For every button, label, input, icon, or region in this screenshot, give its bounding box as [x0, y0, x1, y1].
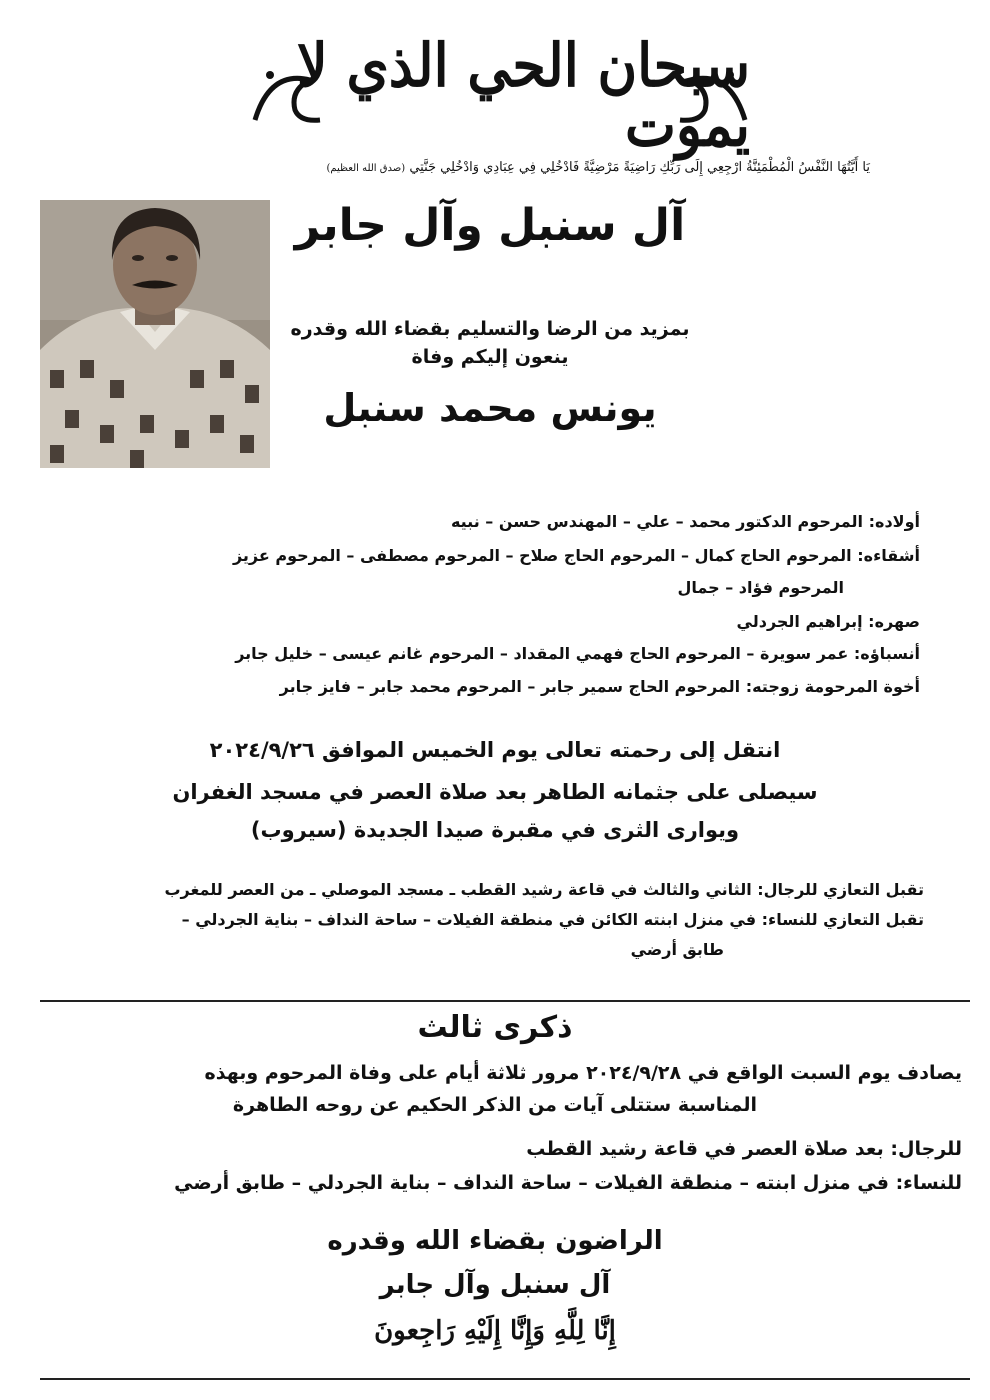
relative-text: المرحوم الحاج كمال – المرحوم الحاج صلاح – المرحوم مصطفى – المرحوم عزيز: [232, 546, 852, 565]
relative-label: أشقاءه:: [857, 546, 920, 565]
header-calligraphy: [250, 30, 750, 160]
relatives-wife-brothers: [60, 677, 920, 696]
closing-family: آل سنبل وآل جابر: [379, 1270, 611, 1300]
relative-label: أنسباؤه:: [853, 644, 920, 663]
funeral-prayer-line: سيصلى على جثمانه الطاهر بعد صلاة العصر في مسجد الغفران: [172, 780, 818, 804]
condolences-women-cont: طابق أرضي: [630, 940, 724, 959]
memorial-women: للنساء: في منزل ابنته – منطقة الفيلات – ساحة النداف – بناية الجردلي – طابق أرضي: [174, 1172, 962, 1194]
portrait-image: [40, 200, 270, 468]
ornament-left-icon: [250, 60, 330, 130]
calligraphy-text: سبحان الحي الذي لا يموت: [296, 30, 750, 160]
relative-text: المرحوم الحاج سمير جابر – المرحوم محمد جابر – فايز جابر: [279, 677, 741, 696]
relative-text: إبراهيم الجردلي: [736, 612, 863, 631]
verse-text: يَا أَيَّتُهَا النَّفْسُ الْمُطْمَئِنَّةُ ارْجِعِي إِلَى رَبِّكِ رَاضِيَةً مَرْضِيَّةً فَادْخُلِي فِي عِبَادِي وَادْخُلِي جَنَّتِي: [409, 160, 870, 175]
relatives-brothers-cont: [60, 578, 844, 597]
memorial-title: ذكرى ثالث: [417, 1010, 573, 1045]
funeral-burial-line: ويوارى الثرى في مقبرة صيدا الجديدة (سيروب): [250, 818, 740, 842]
relative-label: أولاده:: [868, 512, 920, 531]
memorial-line-2: المناسبة ستتلى آيات من الذكر الحكيم عن روحه الطاهرة: [232, 1094, 758, 1116]
verse-reference: (صدق الله العظيم): [326, 163, 406, 174]
relative-text: عمر سويرة – المرحوم الحاج فهمي المقداد – المرحوم غانم عيسى – خليل جابر: [235, 644, 849, 663]
closing-line: الراضون بقضاء الله وقدره: [327, 1226, 663, 1256]
deceased-name: يونس محمد سنبل: [323, 386, 657, 430]
relatives-in-laws: [60, 644, 920, 663]
intro-line-1: بمزيد من الرضا والتسليم بقضاء الله وقدره: [290, 318, 690, 340]
memorial-men: للرجال: بعد صلاة العصر في قاعة رشيد القطب: [526, 1138, 962, 1160]
condolences-men: تقبل التعازي للرجال: الثاني والثالث في قاعة رشيد القطب ـ مسجد الموصلي ـ من العصر للمغرب: [164, 880, 924, 899]
funeral-date-line: انتقل إلى رحمته تعالى يوم الخميس الموافق ٢٠٢٤/٩/٢٦: [209, 738, 781, 762]
condolences-women: تقبل التعازي للنساء: في منزل ابنته الكائن في منطقة الفيلات – ساحة النداف – بناية الجردلي –: [181, 910, 924, 929]
intro-line-2: ينعون إليكم وفاة: [411, 346, 569, 368]
relatives-son-in-law: [60, 612, 920, 631]
divider-top: [40, 1000, 970, 1002]
portrait-photo: [40, 200, 270, 468]
relative-text: المرحوم الدكتور محمد – علي – المهندس حسن – نبيه: [450, 512, 864, 531]
family-title: آل سنبل وآل جابر: [294, 200, 686, 251]
memorial-line-1: يصادف يوم السبت الواقع في ٢٠٢٤/٩/٢٨ مرور ثلاثة أيام على وفاة المرحوم وبهذه: [204, 1062, 962, 1084]
quran-verse: [110, 160, 870, 175]
relative-label: أخوة المرحومة زوجته:: [745, 677, 920, 696]
relative-text: المرحوم فؤاد – جمال: [677, 578, 844, 597]
relative-label: صهره:: [868, 612, 920, 631]
divider-bottom: [40, 1378, 970, 1380]
closing-verse: إِنَّا لِلَّهِ وَإِنَّا إِلَيْهِ رَاجِعونَ: [374, 1316, 616, 1346]
relatives-brothers: [60, 546, 920, 565]
relatives-sons: [60, 512, 920, 531]
